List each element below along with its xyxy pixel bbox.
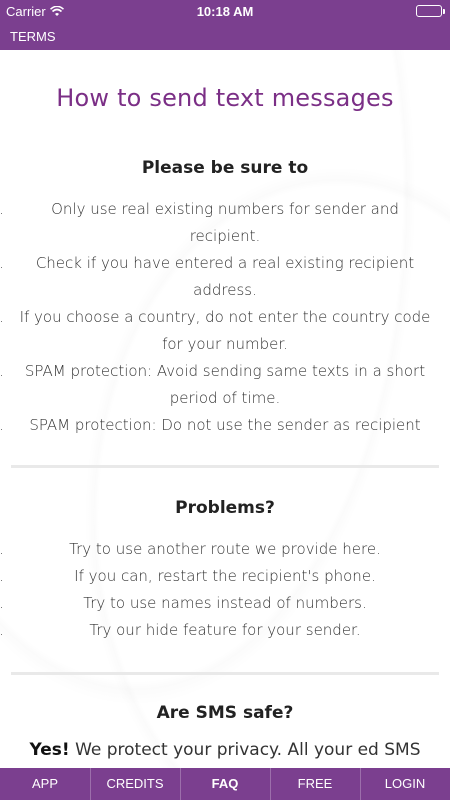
clock: 10:18 AM xyxy=(196,4,254,19)
list-item: . If you choose a country, do not enter the country code for your number. xyxy=(0,304,450,358)
bottom-tab-bar xyxy=(0,768,450,800)
list-item: . SPAM protection: Do not use the sender as recipient xyxy=(0,412,450,439)
list-item: . Try to use names instead of numbers. xyxy=(0,590,450,617)
section-divider xyxy=(11,465,439,468)
page-title: How to send text messages xyxy=(56,84,394,112)
please-be-sure-list xyxy=(0,196,450,439)
section-divider xyxy=(11,672,439,675)
section-heading-please-be-sure: Please be sure to xyxy=(141,158,309,178)
list-item: . If you can, restart the recipient's phone. xyxy=(0,563,450,590)
list-item: . Only use real existing numbers for sender and recipient. xyxy=(0,196,450,250)
sms-safe-body: We protect your privacy. All your ed SMS xyxy=(75,740,421,760)
tab-free[interactable]: FREE xyxy=(270,768,360,800)
nav-title: TERMS xyxy=(10,28,56,44)
tab-faq[interactable]: FAQ xyxy=(180,768,270,800)
sms-safe-text xyxy=(0,737,450,768)
carrier-label: Carrier xyxy=(6,4,46,19)
battery-icon xyxy=(416,5,442,17)
tab-app[interactable]: APP xyxy=(31,776,58,791)
section-heading-sms-safe: Are SMS safe? xyxy=(156,703,294,723)
list-item: . Check if you have entered a real existing recipient address. xyxy=(0,250,450,304)
nav-bar xyxy=(0,22,450,50)
section-heading-problems: Problems? xyxy=(175,498,275,518)
content-scroll-area[interactable] xyxy=(0,50,450,768)
problems-list xyxy=(0,536,450,644)
status-bar xyxy=(0,0,450,22)
sms-safe-lead: Yes! xyxy=(29,740,70,760)
tab-login[interactable]: LOGIN xyxy=(360,768,450,800)
list-item: . Try our hide feature for your sender. xyxy=(0,617,450,644)
list-item: . Try to use another route we provide here. xyxy=(0,536,450,563)
tab-credits[interactable]: CREDITS xyxy=(90,768,180,800)
list-item: . SPAM protection: Avoid sending same texts in a short period of time. xyxy=(0,358,450,412)
